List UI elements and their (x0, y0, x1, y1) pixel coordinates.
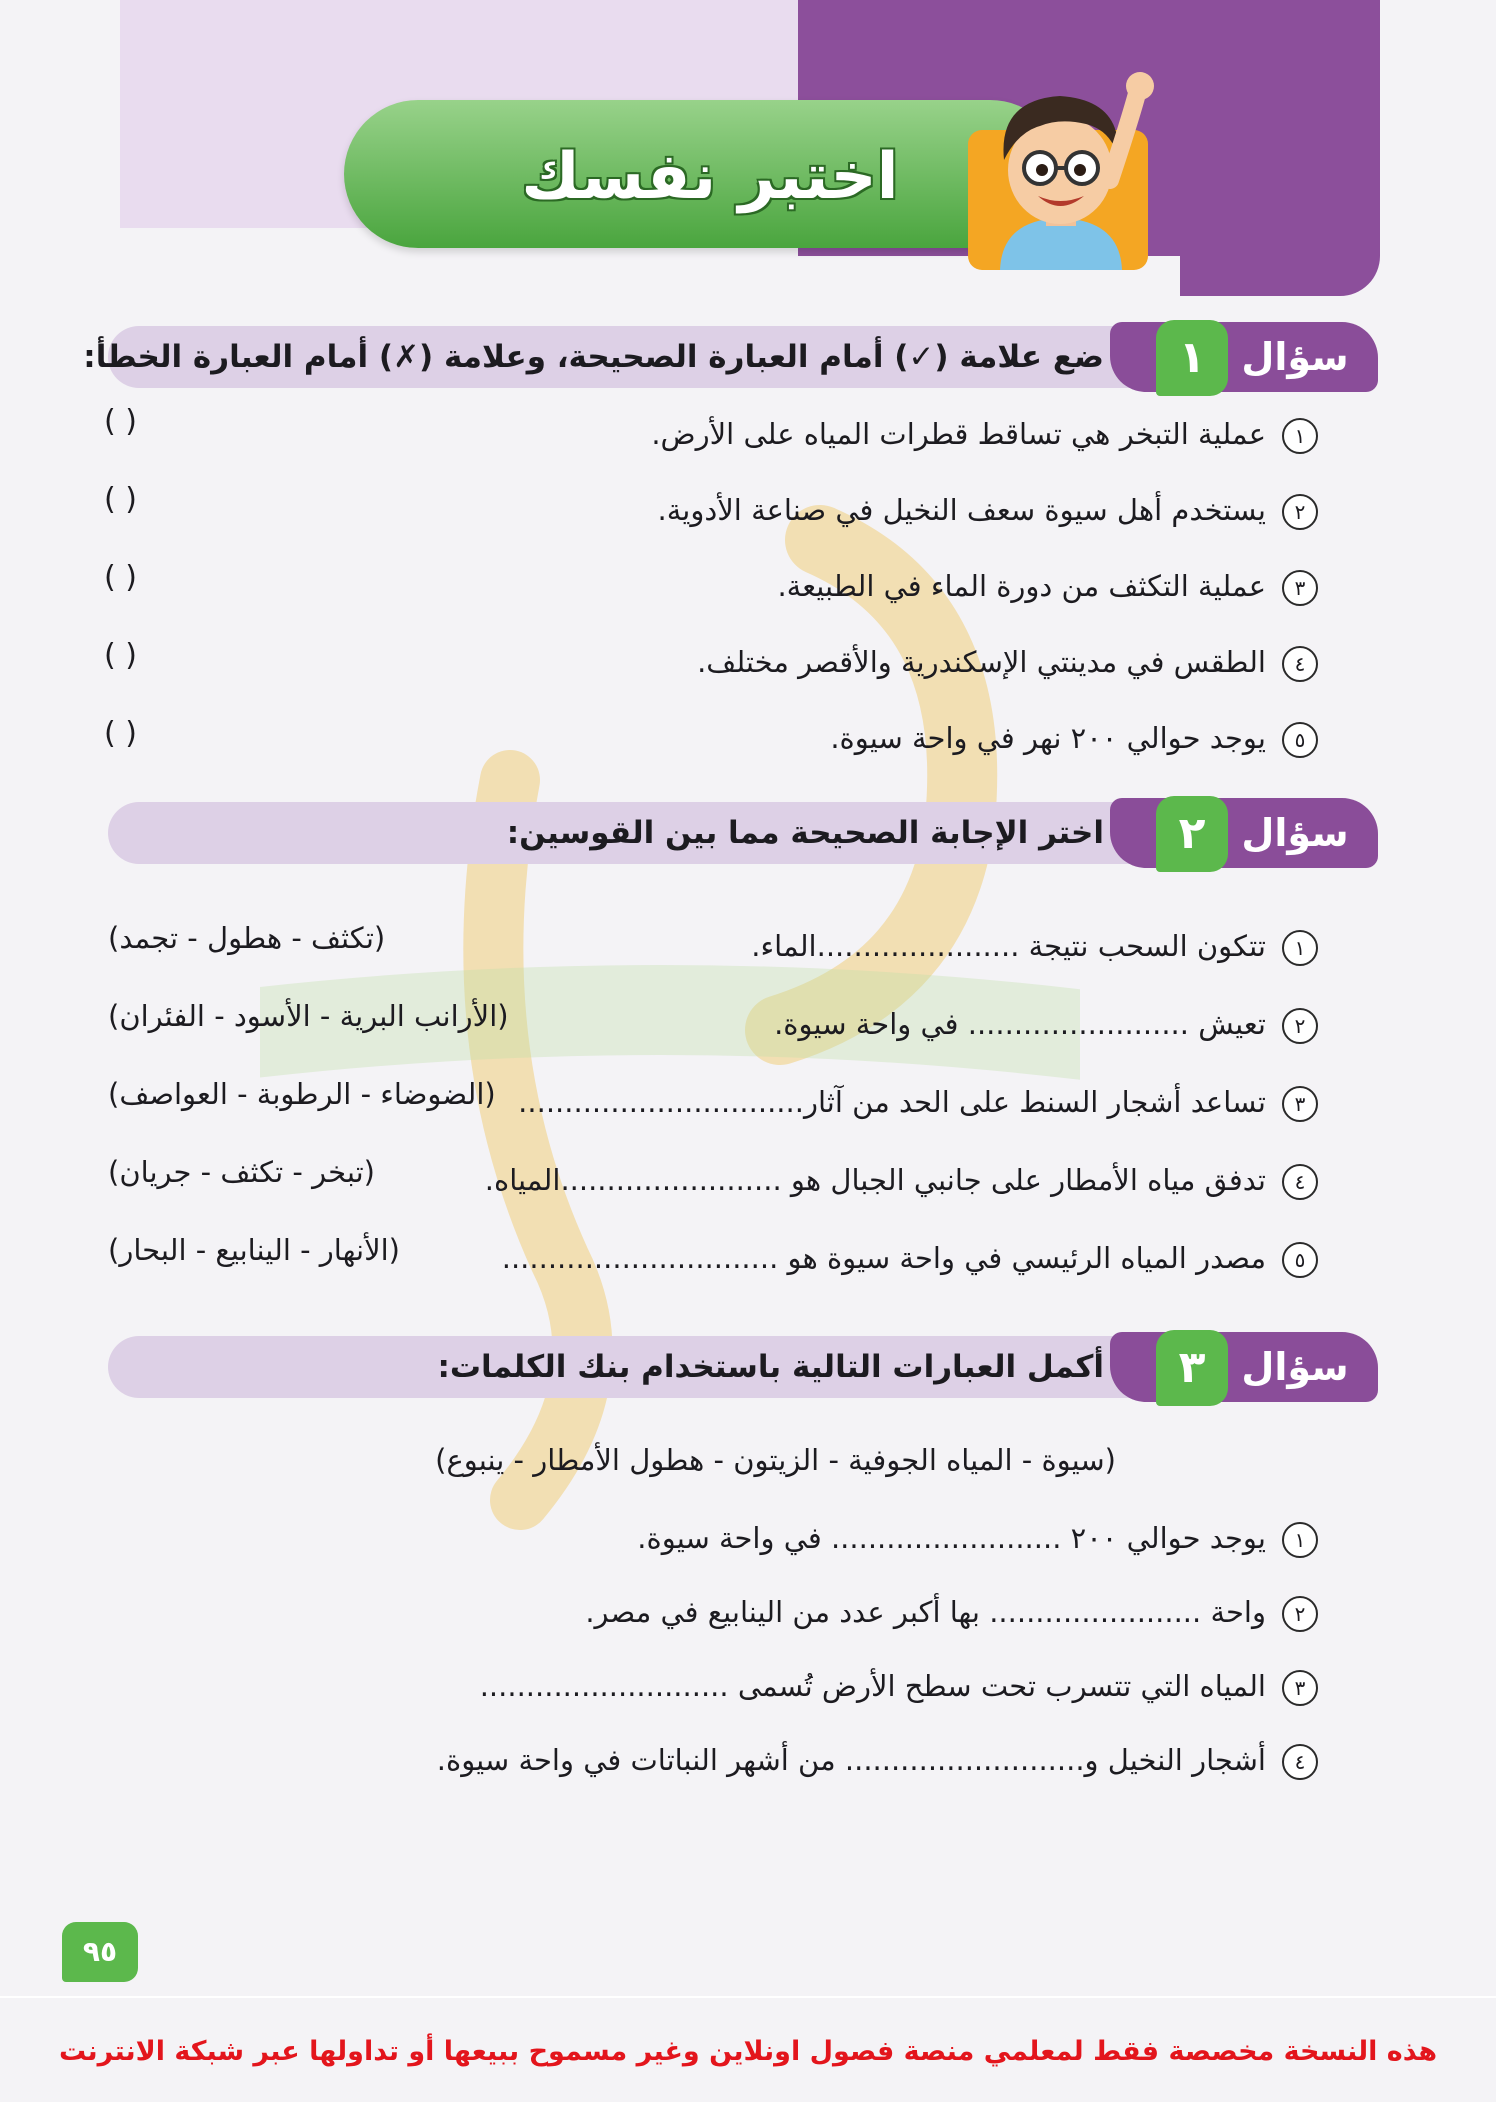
list-item-number: ٤ (1282, 1744, 1318, 1780)
answer-choices: (تبخر - تكثف - جريان) (108, 1155, 375, 1189)
page-title: اختبر نفسك (521, 140, 899, 214)
fill-blank-text: تساعد أشجار السنط على الحد من آثار............................... (518, 1085, 1266, 1119)
fill-blank-text: تعيش ........................ في واحة سيوة. (774, 1007, 1266, 1041)
statement-text: عملية التكثف من دورة الماء في الطبيعة. (777, 569, 1266, 603)
question-1-label: سؤال (1241, 335, 1349, 379)
question-2-number: ٢ (1156, 796, 1228, 872)
list-item-number: ٤ (1282, 646, 1318, 682)
answer-parentheses: ( ) (104, 560, 137, 595)
statement-text: عملية التبخر هي تساقط قطرات المياه على الأرض. (651, 417, 1266, 451)
completion-text: واحة ....................... بها أكبر عدد من الينابيع في مصر. (585, 1595, 1266, 1629)
statement-text: يستخدم أهل سيوة سعف النخيل في صناعة الأدوية. (657, 493, 1266, 527)
question-1-number: ١ (1156, 320, 1228, 396)
list-item-number: ٣ (1282, 1086, 1318, 1122)
question-2-title: اختر الإجابة الصحيحة مما بين القوسين: (506, 815, 1104, 851)
answer-choices: (الضوضاء - الرطوبة - العواصف) (108, 1077, 496, 1111)
list-item-number: ٣ (1282, 1670, 1318, 1706)
list-item-number: ٢ (1282, 494, 1318, 530)
statement-text: الطقس في مدينتي الإسكندرية والأقصر مختلف. (697, 645, 1266, 679)
list-item-number: ٥ (1282, 722, 1318, 758)
list-item-number: ١ (1282, 930, 1318, 966)
question-3-title: أكمل العبارات التالية باستخدام بنك الكلمات: (437, 1349, 1104, 1385)
fill-blank-text: مصدر المياه الرئيسي في واحة سيوة هو .............................. (501, 1241, 1266, 1275)
statement-text: يوجد حوالي ٢٠٠ نهر في واحة سيوة. (830, 721, 1266, 755)
list-item-number: ٥ (1282, 1242, 1318, 1278)
list-item-number: ١ (1282, 418, 1318, 454)
answer-parentheses: ( ) (104, 482, 137, 517)
fill-blank-text: تتكون السحب نتيجة ......................الماء. (751, 929, 1266, 963)
fill-blank-text: تدفق مياه الأمطار على جانبي الجبال هو ........................المياه. (484, 1163, 1266, 1197)
answer-parentheses: ( ) (104, 716, 137, 751)
question-3-label: سؤال (1241, 1345, 1349, 1389)
completion-text: المياه التي تتسرب تحت سطح الأرض تُسمى ........................... (479, 1669, 1266, 1703)
answer-choices: (تكثف - هطول - تجمد) (108, 921, 386, 955)
question-1-title: ضع علامة (✓) أمام العبارة الصحيحة، وعلامة (✗) أمام العبارة الخطأ: (83, 339, 1104, 375)
list-item-number: ٣ (1282, 570, 1318, 606)
footer-divider (0, 1996, 1496, 1998)
completion-text: أشجار النخيل و.......................... من أشهر النباتات في واحة سيوة. (436, 1743, 1266, 1777)
word-bank: (سيوة - المياه الجوفية - الزيتون - هطول الأمطار - ينبوع) (435, 1443, 1116, 1477)
boy-mascot-illustration (960, 60, 1160, 270)
answer-parentheses: ( ) (104, 638, 137, 673)
list-item-number: ١ (1282, 1522, 1318, 1558)
answer-choices: (الأرانب البرية - الأسود - الفئران) (108, 999, 509, 1033)
answer-choices: (الأنهار - الينابيع - البحار) (108, 1233, 400, 1267)
question-2-label: سؤال (1241, 811, 1349, 855)
question-3-number: ٣ (1156, 1330, 1228, 1406)
copyright-notice: هذه النسخة مخصصة فقط لمعلمي منصة فصول اونلاين وغير مسموح ببيعها أو تداولها عبر شبكة الانترنت (58, 2036, 1438, 2067)
completion-text: يوجد حوالي ٢٠٠ ......................... في واحة سيوة. (637, 1521, 1266, 1555)
answer-parentheses: ( ) (104, 404, 137, 439)
list-item-number: ٢ (1282, 1008, 1318, 1044)
list-item-number: ٤ (1282, 1164, 1318, 1200)
page-number: ٩٥ (62, 1922, 138, 1982)
list-item-number: ٢ (1282, 1596, 1318, 1632)
